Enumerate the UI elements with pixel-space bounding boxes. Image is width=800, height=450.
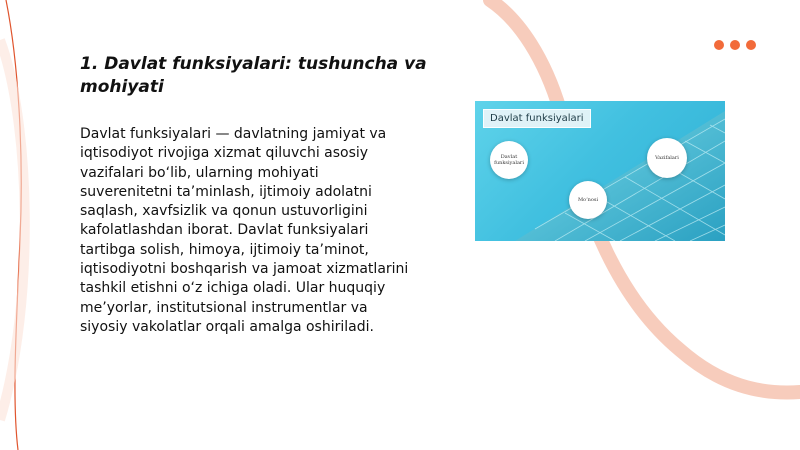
image-header: Davlat funksiyalari [483,109,591,128]
bubble-vazifalari: Vazifalari [647,138,687,178]
slide-body: Davlat funksiyalari — davlatning jamiyat va iqtisodiyot rivojiga xizmat qiluvchi asosiy vazifalari bo‘lib, ularning mohiyati suverenitetni ta’minlash, ijtimoiy adolatni saqlash, xavfsizlik va qonun ustuvorligini kafolatlashdan iborat. Davlat funksiyalari tartibga solish, himoya, ijtimoiy ta’minot, iqtisodiyotni boshqarish va jamoat xizmatlarini tashkil etishni o‘z ichiga oladi. Ular huquqiy me’yorlar, institutsional instrumentlar va siyosiy vakolatlar orqali amalga oshiriladi. [80,126,409,335]
dot [746,40,756,50]
dot [714,40,724,50]
bubble-davlat: Davlat funksiyalari [490,141,528,179]
left-soft-arc [0,40,25,420]
dots-menu-icon [714,40,756,50]
slide-title: 1. Davlat funksiyalari: tushuncha va mohiyati [80,54,427,97]
illustration-image [475,101,725,241]
dot [730,40,740,50]
bubble-manosi: Mo‘nosi [569,181,607,219]
